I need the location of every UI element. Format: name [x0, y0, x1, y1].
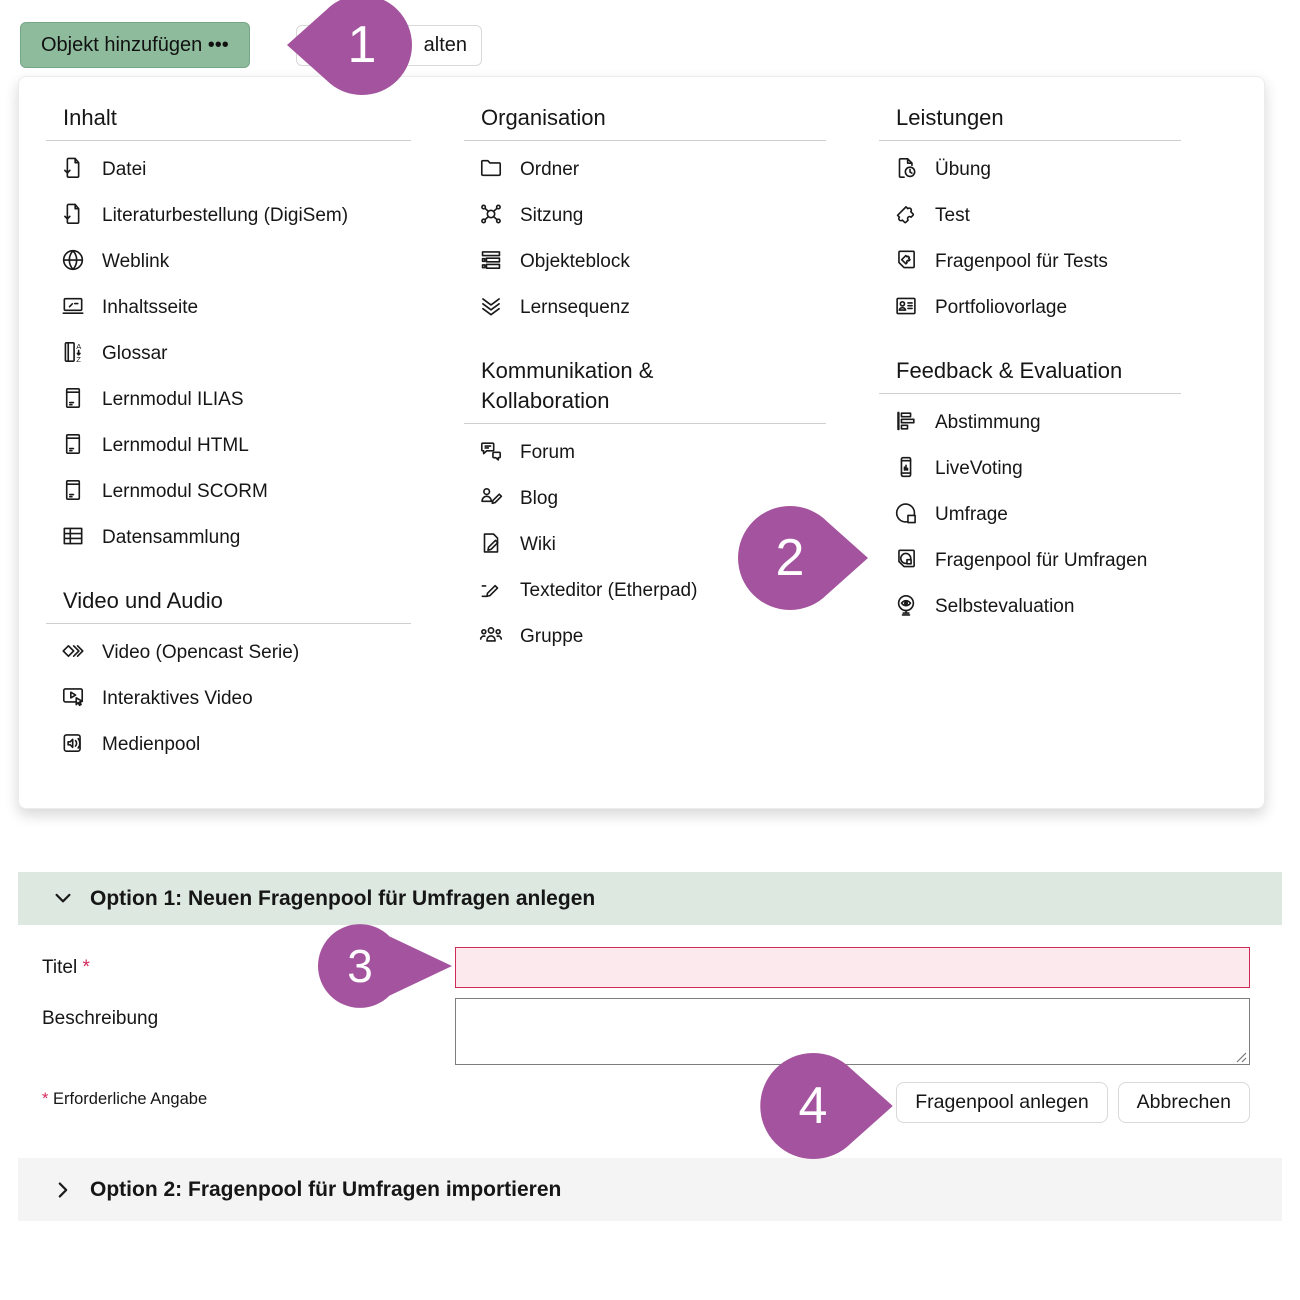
menu-item-label: Fragenpool für Tests — [935, 251, 1108, 272]
add-object-menu — [18, 76, 1265, 809]
glossary-icon — [60, 339, 86, 365]
menu-item[interactable] — [46, 192, 360, 238]
menu-item[interactable] — [464, 429, 879, 475]
menu-item[interactable] — [879, 491, 1234, 537]
menu-item[interactable] — [46, 675, 360, 721]
annotation-callout-2 — [738, 506, 868, 610]
description-label: Beschreibung — [42, 1008, 159, 1029]
create-questionpool-button[interactable]: Fragenpool anlegen — [896, 1082, 1107, 1123]
menu-item-label: Portfoliovorlage — [935, 297, 1068, 318]
menu-item-label: Inhaltsseite — [102, 297, 199, 318]
menu-item[interactable] — [46, 284, 360, 330]
menu-item-label: Sitzung — [520, 205, 584, 226]
menu-item-label: Lernmodul SCORM — [102, 481, 268, 502]
menu-item[interactable] — [46, 721, 360, 767]
interactive-video-icon — [60, 684, 86, 710]
divider — [464, 140, 826, 141]
menu-item[interactable] — [46, 238, 360, 284]
annotation-number: 1 — [347, 16, 377, 74]
menu-item-label: Abstimmung — [935, 412, 1041, 433]
learning-module-icon — [60, 477, 86, 503]
title-label: Titel * — [42, 957, 90, 978]
menu-item-label: LiveVoting — [935, 458, 1023, 479]
divider — [46, 623, 411, 624]
menu-item-label: Fragenpool für Umfragen — [935, 550, 1148, 571]
option1-section-title: Option 1: Neuen Fragenpool für Umfragen anlegen — [90, 886, 596, 910]
portfolio-icon — [893, 293, 919, 319]
opencast-video-icon — [60, 638, 86, 664]
menu-group-title: Video und Audio — [63, 588, 223, 613]
menu-item[interactable] — [46, 629, 360, 675]
chevron-down-icon — [52, 888, 74, 910]
wiki-icon — [478, 530, 504, 556]
toolbar-secondary-button[interactable]: alten — [296, 25, 482, 66]
menu-item-label: Ordner — [520, 159, 580, 180]
data-table-icon — [60, 523, 86, 549]
menu-item[interactable] — [46, 146, 360, 192]
menu-group-items — [879, 399, 1234, 629]
menu-item[interactable] — [879, 583, 1234, 629]
menu-item[interactable] — [879, 238, 1234, 284]
divider — [46, 140, 411, 141]
group-icon — [478, 622, 504, 648]
menu-item-label: Datensammlung — [102, 527, 241, 548]
annotation-callout-1 — [287, 0, 412, 95]
session-icon — [478, 201, 504, 227]
add-object-button[interactable]: Objekt hinzufügen ••• — [20, 22, 250, 68]
menu-item-label: Übung — [935, 159, 991, 180]
menu-item-label: Lernmodul ILIAS — [102, 389, 244, 410]
menu-item[interactable] — [879, 445, 1234, 491]
menu-group — [46, 103, 464, 560]
menu-column — [46, 103, 464, 767]
required-note: * Erforderliche Angabe — [42, 1090, 208, 1108]
menu-group — [879, 103, 1234, 330]
menu-item[interactable] — [46, 514, 360, 560]
file-download-icon — [60, 155, 86, 181]
menu-group — [879, 356, 1234, 629]
globe-icon — [60, 247, 86, 273]
option1-section-header[interactable] — [18, 872, 1282, 925]
content-page-icon — [60, 293, 86, 319]
folder-icon — [478, 155, 504, 181]
survey-icon — [893, 500, 919, 526]
menu-item[interactable] — [464, 284, 879, 330]
annotation-callout-3 — [318, 924, 452, 1008]
menu-item-label: Wiki — [520, 534, 556, 555]
menu-item[interactable] — [46, 468, 360, 514]
selfevaluation-icon — [893, 592, 919, 618]
chevron-right-icon — [52, 1179, 74, 1201]
annotation-callout-4 — [760, 1053, 893, 1159]
exercise-icon — [893, 155, 919, 181]
menu-item[interactable] — [464, 613, 879, 659]
menu-item-label: Datei — [102, 159, 147, 180]
learning-module-icon — [60, 385, 86, 411]
menu-group-items — [879, 146, 1234, 330]
menu-item-label: Weblink — [102, 251, 170, 272]
texteditor-icon — [478, 576, 504, 602]
menu-item[interactable] — [879, 399, 1234, 445]
option2-section-header[interactable] — [18, 1158, 1282, 1221]
poll-icon — [893, 408, 919, 434]
annotation-number: 4 — [798, 1077, 828, 1135]
divider — [464, 423, 826, 424]
annotation-number: 2 — [775, 529, 805, 587]
menu-item-label: Blog — [520, 488, 559, 509]
questionpool-tests-icon — [893, 247, 919, 273]
learning-module-icon — [60, 431, 86, 457]
annotation-number: 3 — [347, 940, 373, 992]
required-marker: * — [82, 957, 90, 978]
menu-item-label: Forum — [520, 442, 575, 463]
menu-columns — [46, 103, 1234, 767]
menu-item-label: Glossar — [102, 343, 168, 364]
cancel-button[interactable]: Abbrechen — [1118, 1082, 1250, 1123]
menu-item-label: Texteditor (Etherpad) — [520, 580, 698, 601]
menu-group — [464, 103, 879, 330]
puzzle-icon — [893, 201, 919, 227]
title-input[interactable] — [455, 947, 1250, 988]
object-block-icon — [478, 247, 504, 273]
menu-item-label: Gruppe — [520, 626, 584, 647]
menu-item[interactable] — [879, 146, 1234, 192]
menu-group-items — [464, 146, 879, 330]
menu-item-label: Medienpool — [102, 734, 201, 755]
menu-item[interactable] — [464, 192, 879, 238]
menu-item[interactable] — [46, 330, 360, 376]
menu-item-label: Video (Opencast Serie) — [102, 642, 300, 663]
menu-item[interactable] — [879, 284, 1234, 330]
menu-column — [879, 103, 1234, 767]
questionpool-surveys-icon — [893, 546, 919, 572]
resize-handle-icon[interactable] — [1235, 1050, 1247, 1062]
menu-item[interactable] — [46, 422, 360, 468]
file-download-icon — [60, 201, 86, 227]
menu-item[interactable] — [879, 537, 1234, 583]
livevoting-icon — [893, 454, 919, 480]
menu-item[interactable] — [464, 146, 879, 192]
mediapool-icon — [60, 730, 86, 756]
required-marker: * — [42, 1090, 49, 1108]
divider — [879, 393, 1181, 394]
menu-item-label: Test — [935, 205, 970, 226]
option2-section-title: Option 2: Fragenpool für Umfragen importieren — [90, 1177, 562, 1201]
menu-group-items — [46, 146, 464, 560]
menu-item-label: Objekteblock — [520, 251, 630, 272]
menu-group-title: Feedback & Evaluation — [896, 358, 1123, 383]
divider — [879, 140, 1181, 141]
menu-item-label: Selbstevaluation — [935, 596, 1075, 617]
forum-icon — [478, 438, 504, 464]
menu-group-title: Leistungen — [896, 105, 1004, 130]
menu-column — [464, 103, 879, 767]
menu-group-title: Organisation — [481, 105, 606, 130]
menu-item[interactable] — [879, 192, 1234, 238]
menu-group-title: Kommunikation & Kollaboration — [481, 358, 654, 413]
menu-item-label: Interaktives Video — [102, 688, 253, 709]
learning-sequence-icon — [478, 293, 504, 319]
menu-item-label: Lernsequenz — [520, 297, 630, 318]
menu-item-label: Lernmodul HTML — [102, 435, 249, 456]
menu-group-title: Inhalt — [63, 105, 117, 130]
menu-item-label: Umfrage — [935, 504, 1008, 525]
menu-item[interactable] — [464, 238, 879, 284]
blog-icon — [478, 484, 504, 510]
menu-item-label: Literaturbestellung (DigiSem) — [102, 205, 349, 226]
menu-item[interactable] — [46, 376, 360, 422]
menu-group — [46, 586, 464, 767]
menu-group-items — [46, 629, 464, 767]
